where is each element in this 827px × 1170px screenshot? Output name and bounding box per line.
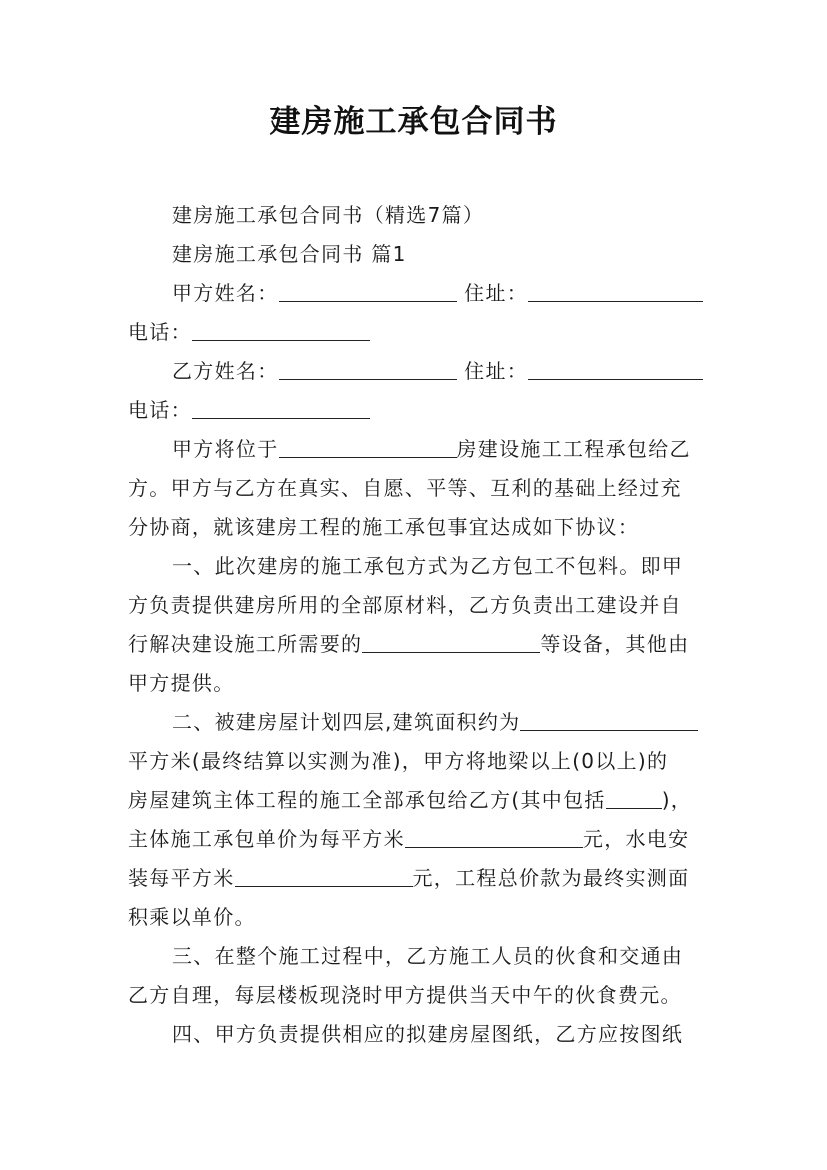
clause-line: 平方米(最终结算以实测为准)，甲方将地梁以上(0以上)的 (128, 749, 669, 773)
clause-line: 甲方提供。 (128, 671, 235, 695)
clause-line: 乙方自理，每层楼板现浇时甲方提供当天中午的伙食费元。 (128, 983, 682, 1007)
section-heading: 建房施工承包合同书 篇1 (172, 242, 407, 266)
party-b-phone-line: 电话： (128, 394, 703, 423)
blank-field (279, 300, 457, 302)
clause-line: 行解决建设施工所需要的 等设备，其他由 (128, 632, 690, 656)
blank-field (279, 456, 457, 458)
body-line: 分协商，就该建房工程的施工承包事宜达成如下协议： (128, 515, 640, 539)
blank-field (405, 846, 583, 848)
body-line: 方。甲方与乙方在真实、自愿、平等、互利的基础上经过充 (128, 476, 682, 500)
clause-line: 主体施工承包单价为每平方米 元，水电安 (128, 827, 690, 851)
blank-field (528, 378, 703, 380)
blank-field (192, 417, 370, 419)
party-b-name-line: 乙方姓名： 住址： (128, 355, 703, 384)
clause-line: 一、此次建房的施工承包方式为乙方包工不包料。即甲 (172, 554, 684, 578)
clause-line: 二、被建房屋计划四层,建筑面积约为 (128, 706, 703, 735)
document-title: 建房施工承包合同书 (269, 104, 558, 140)
blank-field (528, 300, 703, 302)
body-line: 甲方将位于 房建设施工工程承包给乙 (172, 437, 691, 461)
clause-line: 房屋建筑主体工程的施工全部承包给乙方(其中包括 )， (128, 788, 693, 812)
clause-line: 方负责提供建房所用的全部原材料，乙方负责出工建设并自 (128, 593, 682, 617)
subtitle-line: 建房施工承包合同书（精选7篇） (172, 203, 485, 227)
clause-line: 装每平方米 元，工程总价款为最终实测面 (128, 866, 690, 890)
blank-field (235, 885, 413, 887)
blank-field (362, 651, 540, 653)
clause-line: 四、甲方负责提供相应的拟建房屋图纸，乙方应按图纸 (172, 1022, 684, 1046)
clause-line: 积乘以单价。 (128, 905, 256, 929)
blank-field (192, 339, 370, 341)
blank-field (279, 378, 457, 380)
clause-line: 三、在整个施工过程中，乙方施工人员的伙食和交通由 (172, 944, 684, 968)
party-a-phone-line: 电话： (128, 316, 703, 345)
blank-field (606, 807, 662, 809)
blank-field (520, 729, 698, 731)
party-a-name-line: 甲方姓名： 住址： (128, 277, 703, 306)
